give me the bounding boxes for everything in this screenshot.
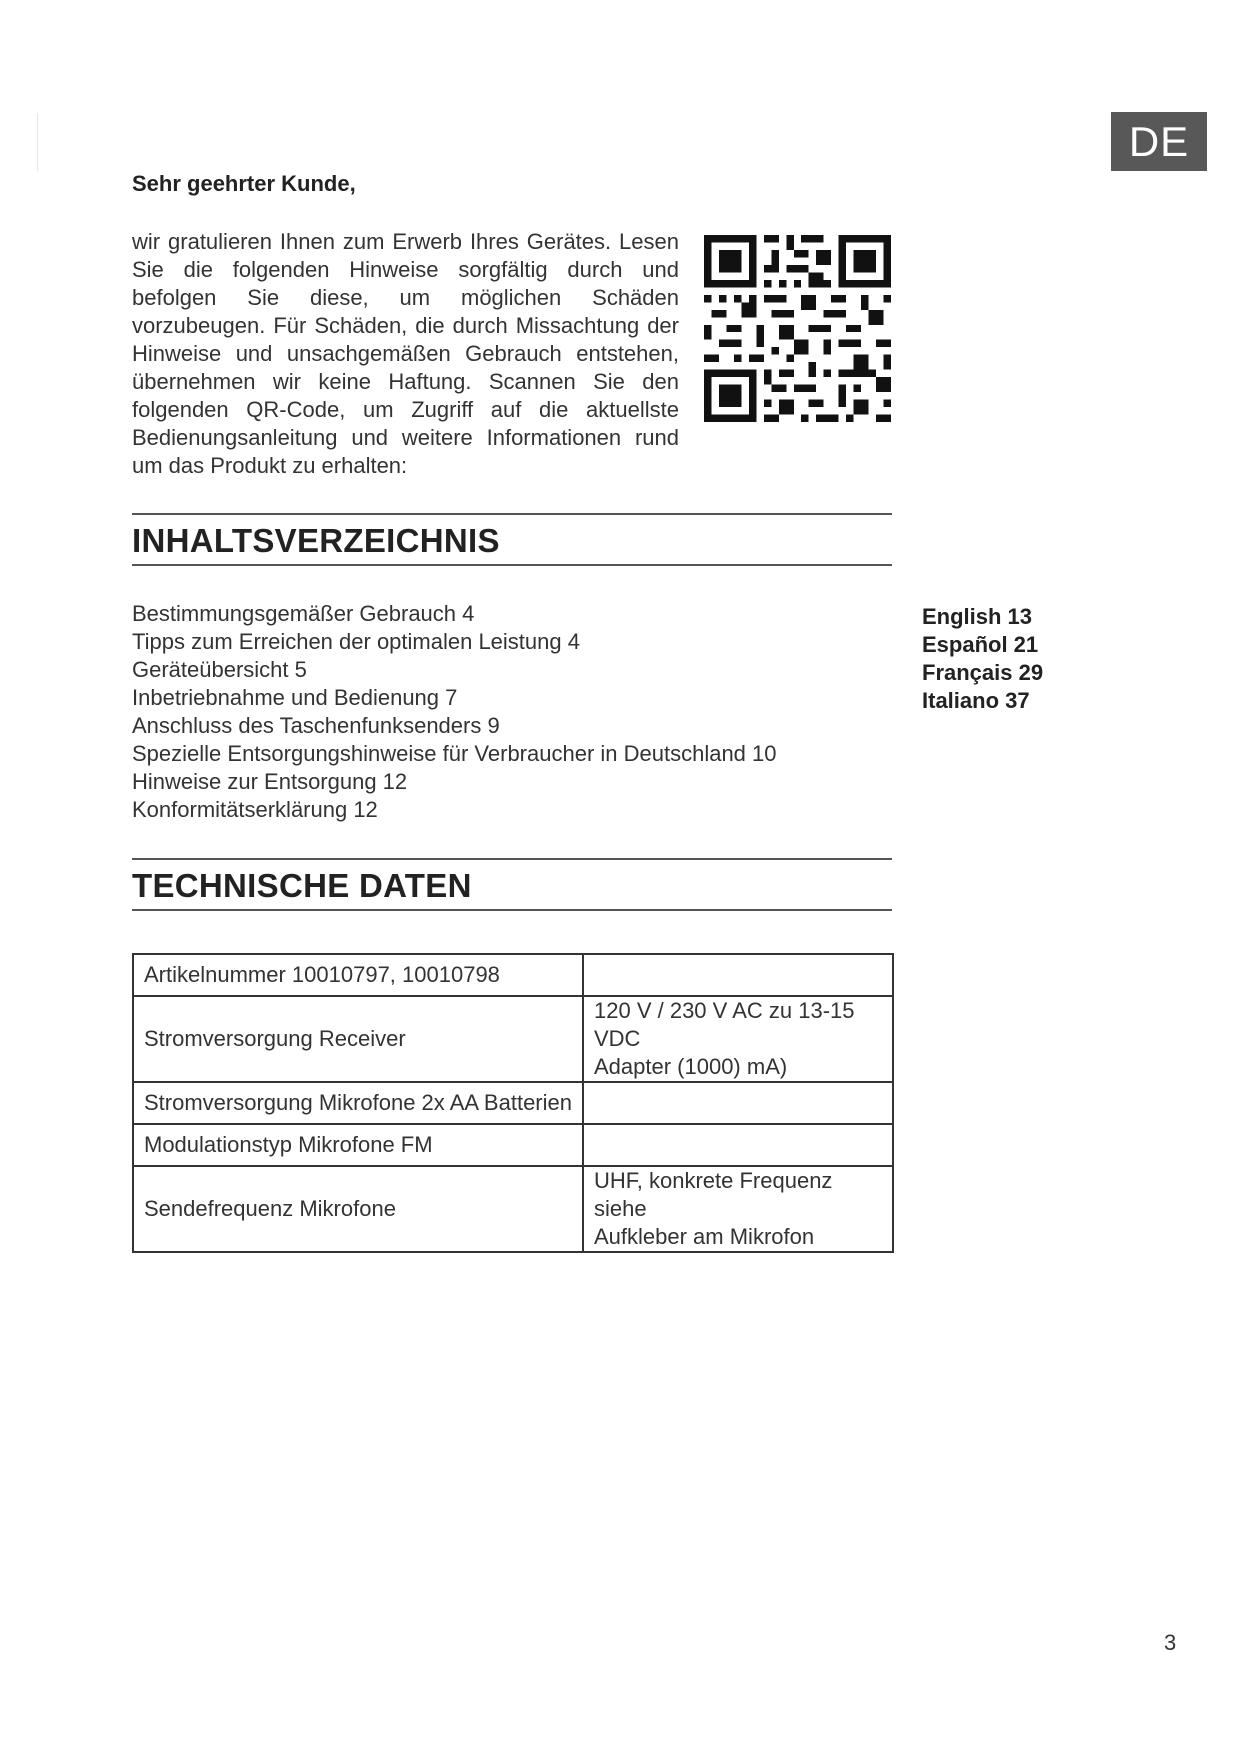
table-row — [133, 954, 893, 996]
spec-value — [583, 1082, 893, 1124]
specs-heading: TECHNISCHE DATEN — [132, 867, 472, 904]
qr-code-icon — [704, 235, 891, 422]
intro-paragraph: wir gratulieren Ihnen zum Erwerb Ihres Gerätes. Lesen Sie die folgenden Hinweise sorgfältig durch und befolgen Sie diese, um möglichen Schäden vorzubeugen. Für Schäden, die durch Missachtung der Hinweise und unsachgemäßen Gebrauch entstehen, übernehmen wir keine Haftung. Scannen Sie den folgenden QR-Code, um Zugriff auf die aktuellste Bedienungsanleitung und weitere Informationen rund um das Produkt zu erhalten: — [132, 229, 679, 478]
toc-list — [132, 600, 777, 824]
table-row — [133, 1166, 893, 1252]
toc-item[interactable]: Tipps zum Erreichen der optimalen Leistung 4 — [132, 629, 580, 654]
toc-item[interactable]: Konformitätserklärung 12 — [132, 797, 378, 822]
spec-label: Modulationstyp Mikrofone FM — [133, 1124, 583, 1166]
spec-label: Sendefrequenz Mikrofone — [133, 1166, 583, 1252]
toc-item[interactable]: Inbetriebnahme und Bedienung 7 — [132, 685, 458, 710]
page-number: 3 — [1164, 1630, 1177, 1655]
language-index — [922, 603, 1043, 715]
toc-item[interactable]: Spezielle Entsorgungshinweise für Verbraucher in Deutschland 10 — [132, 741, 777, 766]
spec-value — [583, 1124, 893, 1166]
toc-item[interactable]: Bestimmungsgemäßer Gebrauch 4 — [132, 601, 475, 626]
greeting: Sehr geehrter Kunde, — [132, 171, 356, 196]
spec-value-line: Adapter (1000) mA) — [594, 1054, 788, 1079]
table-row — [133, 996, 893, 1082]
toc-item[interactable]: Geräteübersicht 5 — [132, 657, 307, 682]
language-link-spanish[interactable]: Español 21 — [922, 632, 1039, 657]
specs-table — [132, 953, 894, 1253]
spec-value-line: 120 V / 230 V AC zu 13-15 VDC — [594, 998, 855, 1051]
spec-label: Stromversorgung Receiver — [133, 996, 583, 1082]
spec-value — [583, 996, 893, 1082]
toc-item[interactable]: Anschluss des Taschenfunksenders 9 — [132, 713, 500, 738]
spec-value-line: Aufkleber am Mikrofon — [594, 1224, 815, 1249]
spec-value-line: UHF, konkrete Frequenz siehe — [594, 1168, 833, 1221]
spec-value — [583, 954, 893, 996]
margin-mark — [37, 113, 38, 171]
language-link-italian[interactable]: Italiano 37 — [922, 688, 1030, 713]
table-row — [133, 1082, 893, 1124]
language-badge: DE — [1111, 112, 1207, 171]
spec-label: Artikelnummer 10010797, 10010798 — [133, 954, 583, 996]
specs-rule-bottom — [132, 909, 892, 911]
table-row — [133, 1124, 893, 1166]
toc-rule-top — [132, 513, 892, 515]
spec-value — [583, 1166, 893, 1252]
language-link-french[interactable]: Français 29 — [922, 660, 1044, 685]
toc-heading: INHALTSVERZEICHNIS — [132, 522, 500, 559]
language-link-english[interactable]: English 13 — [922, 604, 1033, 629]
spec-label: Stromversorgung Mikrofone 2x AA Batterien — [133, 1082, 583, 1124]
toc-rule-bottom — [132, 564, 892, 566]
toc-item[interactable]: Hinweise zur Entsorgung 12 — [132, 769, 408, 794]
specs-rule-top — [132, 858, 892, 860]
